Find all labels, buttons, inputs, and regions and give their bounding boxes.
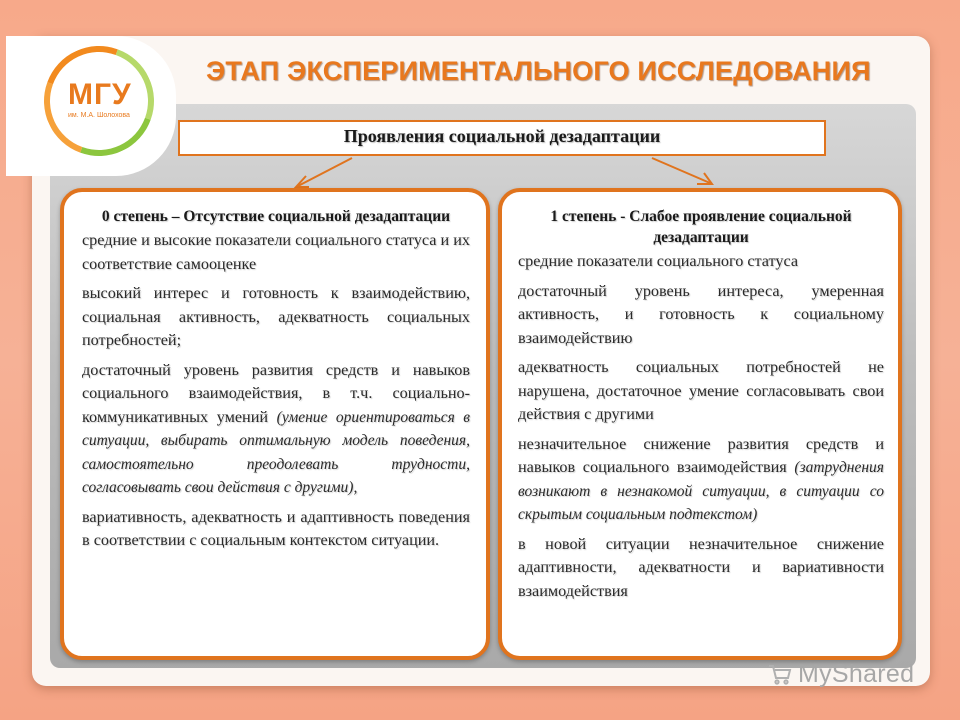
section-header: Проявления социальной дезадаптации (178, 120, 826, 156)
paragraph: вариативность, адекватность и адаптивность поведения в соответствии с социальным контекстом ситуации. (82, 507, 470, 549)
paragraph: высокий интерес и готовность к взаимодействию, социальная активность, адекватность социальных потребностей; (82, 284, 470, 349)
paragraph-text: незначительное снижение развития средств и навыков социального взаимодействия (518, 434, 884, 476)
paragraph: в новой ситуации незначительное снижение адаптивности, адекватности и вариативности взаимодействия (518, 534, 884, 600)
paragraph-italic: (умение ориентироваться в ситуации, выбирать оптимальную модель поведения, самостоятельно преодолевать трудности, согласовывать свои действия с другими), (82, 408, 470, 496)
watermark-text: MyShared (798, 660, 915, 688)
logo: МГУ (68, 78, 132, 111)
paragraph: средние и высокие показатели социального статуса и их соответствие самооценке (82, 231, 470, 273)
paragraph: достаточный уровень интереса, умеренная активность, и готовность к социальному взаимодействию (518, 281, 884, 347)
card-degree-0 (60, 188, 490, 660)
card-heading: 1 степень - Слабое проявление социальной дезадаптации (550, 208, 852, 246)
logo-subtext: им. М.А. Шолохова (68, 112, 130, 119)
arrow-left (298, 158, 352, 186)
paragraph: адекватность социальных потребностей не нарушена, достаточное умение согласовывать свои действия с другими (518, 358, 884, 423)
arrow-right (652, 158, 710, 183)
paragraph (82, 359, 470, 500)
paragraph-text: достаточный уровень развития средств и навыков социального взаимодействия, в т.ч. социально-коммуникативных умений (82, 360, 470, 426)
card-heading: 0 степень – Отсутствие социальной дезадаптации (101, 208, 451, 225)
paragraph-italic: (затруднения возникают в незнакомой ситуации, в ситуации со скрытым социальным подтекстом) (518, 459, 884, 523)
watermark (768, 660, 914, 689)
slide-title: ЭТАП ЭКСПЕРИМЕНТАЛЬНОГО ИССЛЕДОВАНИЯ (206, 56, 871, 86)
paragraph: средние показатели социального статуса (518, 252, 799, 270)
paragraph (518, 433, 884, 527)
card-degree-1 (498, 188, 902, 660)
